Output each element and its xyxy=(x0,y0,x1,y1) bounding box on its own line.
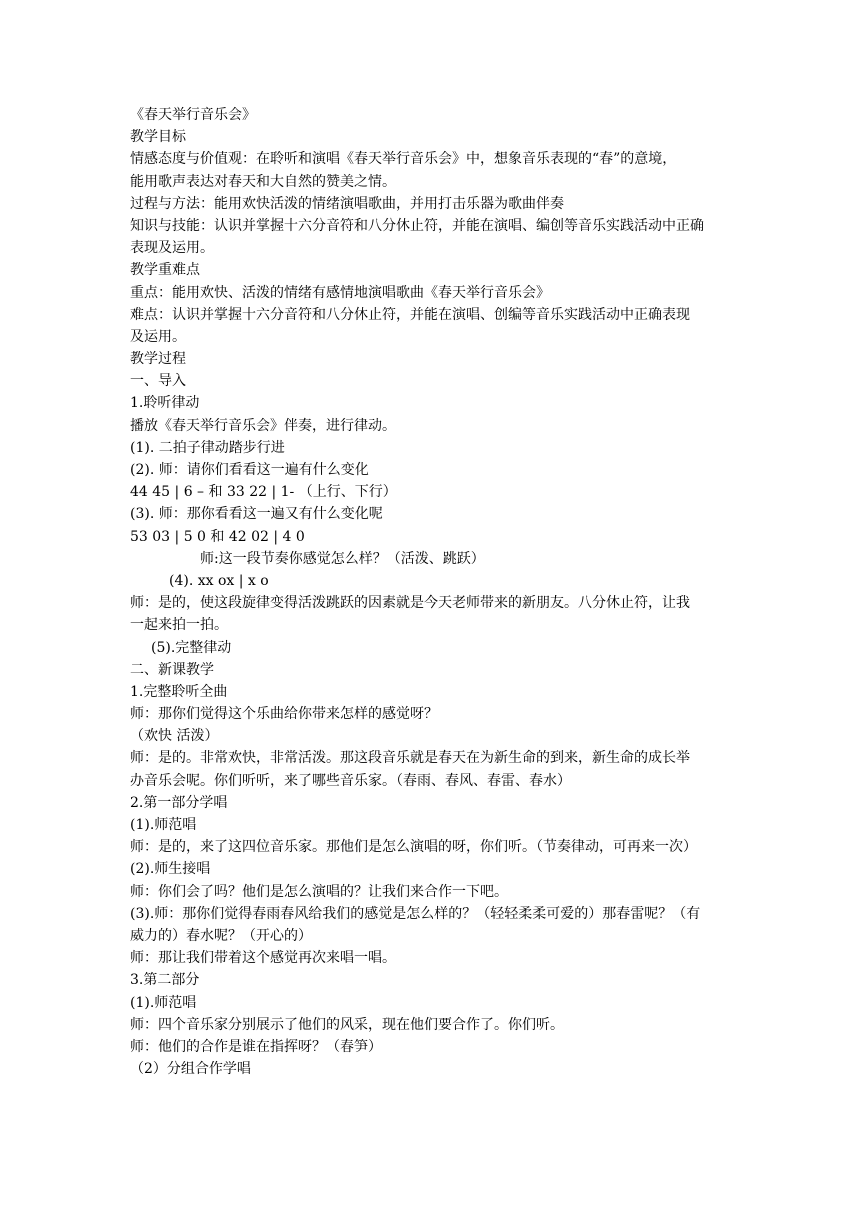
rhythm-notation: 53 03 | 5 0 和 42 02 | 4 0 xyxy=(130,528,305,545)
paragraph-line: 难点：认识并掌握十六分音符和八分休止符，并能在演唱、创编等音乐实践活动中正确表现 xyxy=(130,306,690,323)
paragraph-line: 情感态度与价值观：在聆听和演唱《春天举行音乐会》中，想象音乐表现的“春”的意境， xyxy=(130,151,677,168)
section-heading-key-points: 教学重难点 xyxy=(130,262,200,279)
list-item: (2).师生接唱 xyxy=(130,861,211,878)
paragraph-line: 师：他们的合作是谁在指挥呀？（春笋） xyxy=(130,1038,382,1055)
subsection-heading: 1.完整聆听全曲 xyxy=(130,683,228,700)
paragraph-line: 师：那让我们带着这个感觉再次来唱一唱。 xyxy=(130,950,396,967)
paragraph-line: 师：你们会了吗？他们是怎么演唱的？让我们来合作一下吧。 xyxy=(130,883,508,900)
paragraph-line: 一起来拍一拍。 xyxy=(130,617,228,634)
subsection-heading: 二、新课教学 xyxy=(130,661,214,678)
paragraph-line: 师：那你们觉得这个乐曲给你带来怎样的感觉呀？ xyxy=(130,706,438,723)
rhythm-notation: 44 45 | 6 – 和 33 22 | 1- （上行、下行） xyxy=(130,484,397,501)
paragraph-line: 及运用。 xyxy=(130,328,186,345)
paragraph-line: 办音乐会呢。你们听听，来了哪些音乐家。（春雨、春风、春雷、春水） xyxy=(130,772,571,789)
section-heading-objectives: 教学目标 xyxy=(130,129,186,146)
paragraph-line: 师：是的，来了这四位音乐家。那他们是怎么演唱的呀，你们听。（节奏律动，可再来一次） xyxy=(130,839,697,856)
section-heading-process: 教学过程 xyxy=(130,351,186,368)
paragraph-line: 师：四个音乐家分别展示了他们的风采，现在他们要合作了。你们听。 xyxy=(130,1016,564,1033)
list-item: (1).师范唱 xyxy=(130,994,197,1011)
subsection-heading: 一、导入 xyxy=(130,373,186,390)
paragraph-line: 能用歌声表达对春天和大自然的赞美之情。 xyxy=(130,173,396,190)
paragraph-line: （欢快 活泼） xyxy=(130,728,219,745)
subsection-heading: 2.第一部分学唱 xyxy=(130,794,228,811)
list-item: (5).完整律动 xyxy=(151,639,232,656)
list-item: (1). 二拍子律动踏步行进 xyxy=(130,439,285,456)
list-item: (1).师范唱 xyxy=(130,817,197,833)
paragraph-line: 播放《春天举行音乐会》伴奏，进行律动。 xyxy=(130,417,396,434)
paragraph-line: 过程与方法：能用欢快活泼的情绪演唱歌曲，并用打击乐器为歌曲伴奏 xyxy=(130,195,564,212)
subsection-heading: 3.第二部分 xyxy=(130,972,200,989)
list-item: (2). 师：请你们看看这一遍有什么变化 xyxy=(130,462,369,478)
doc-title: 《春天举行音乐会》 xyxy=(130,107,256,123)
subsection-heading: 1.聆听律动 xyxy=(130,395,200,412)
document-page xyxy=(130,104,740,1080)
paragraph-line: (3).师：那你们觉得春雨春风给我们的感觉是怎么样的？（轻轻柔柔可爱的）那春雷呢？（有 xyxy=(130,905,701,922)
rhythm-notation: (4). xx ox | x o xyxy=(169,572,269,589)
paragraph-line: 重点：能用欢快、活泼的情绪有感情地演唱歌曲《春天举行音乐会》 xyxy=(130,284,550,301)
paragraph-line: 知识与技能：认识并掌握十六分音符和八分休止符，并能在演唱、编创等音乐实践活动中正确 xyxy=(130,217,704,234)
list-item: （2）分组合作学唱 xyxy=(130,1061,251,1078)
paragraph-line: 师:这一段节奏你感觉怎么样？（活泼、跳跃） xyxy=(200,550,485,567)
paragraph-line: 表现及运用。 xyxy=(130,240,214,257)
list-item: (3). 师：那你看看这一遍又有什么变化呢 xyxy=(130,506,383,523)
paragraph-line: 威力的）春水呢？（开心的） xyxy=(130,927,312,944)
paragraph-line: 师：是的。非常欢快，非常活泼。那这段音乐就是春天在为新生命的到来，新生命的成长举 xyxy=(130,750,690,767)
paragraph-line: 师：是的，使这段旋律变得活泼跳跃的因素就是今天老师带来的新朋友。八分休止符，让我 xyxy=(130,595,690,612)
